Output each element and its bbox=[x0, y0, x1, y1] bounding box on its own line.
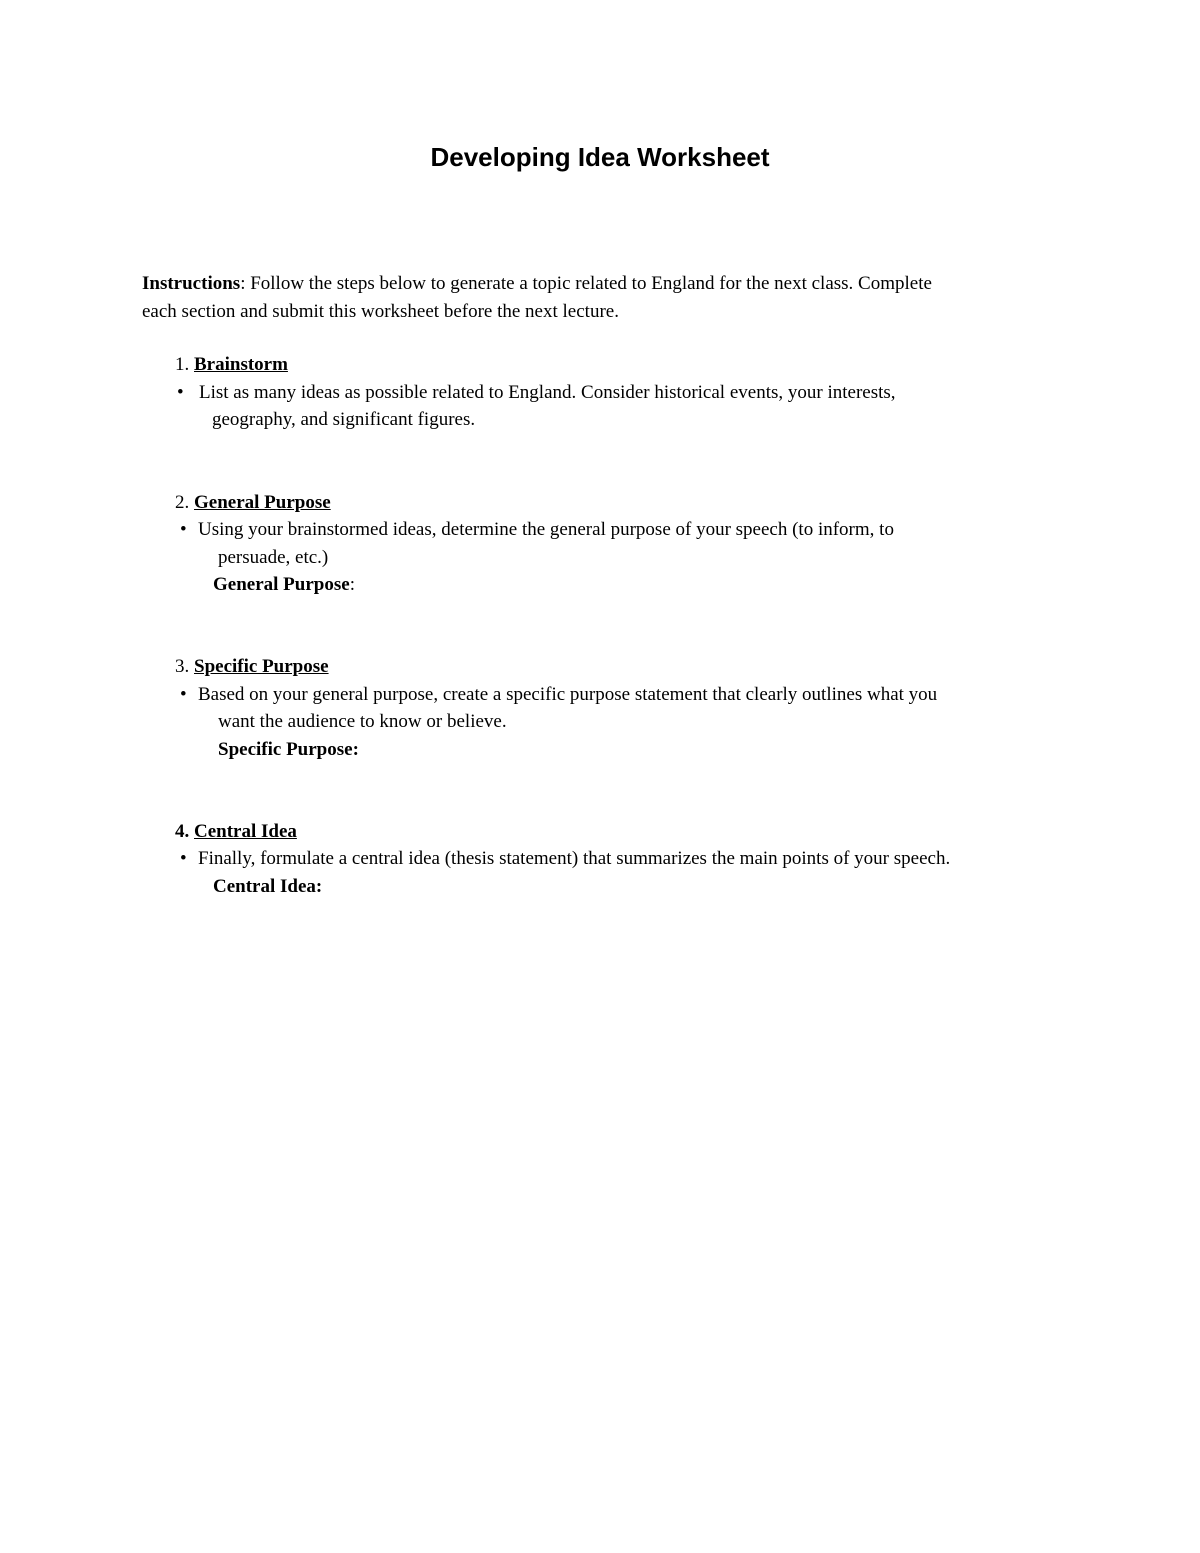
section-3-bullet-line1: Based on your general purpose, create a specific purpose statement that clearly outlines what you bbox=[198, 684, 938, 705]
section-4-number: 4. bbox=[175, 821, 194, 842]
section-1-number: 1. bbox=[175, 354, 194, 375]
section-3-title: Specific Purpose bbox=[194, 656, 329, 677]
section-1-bullet-line1: List as many ideas as possible related to England. Consider historical events, your interests, bbox=[199, 382, 896, 403]
section-1-bullet-line2: geography, and significant figures. bbox=[212, 409, 476, 430]
section-2-number: 2. bbox=[175, 492, 194, 513]
bullet-icon: • bbox=[180, 684, 187, 705]
section-4-title: Central Idea bbox=[194, 821, 297, 842]
section-3-number: 3. bbox=[175, 656, 194, 677]
instructions-text-line2: each section and submit this worksheet before the next lecture. bbox=[142, 301, 619, 322]
general-purpose-answer bbox=[213, 571, 355, 598]
section-1-title: Brainstorm bbox=[194, 354, 288, 375]
section-3-bullet bbox=[180, 681, 937, 708]
general-purpose-label: General Purpose bbox=[213, 574, 350, 595]
instructions-text-line1: : Follow the steps below to generate a topic related to England for the next class. Complete bbox=[240, 273, 932, 294]
section-2-bullet-line1: Using your brainstormed ideas, determine the general purpose of your speech (to inform, to bbox=[198, 519, 894, 540]
section-1-heading bbox=[175, 351, 288, 378]
section-3-heading bbox=[175, 653, 329, 680]
section-4-heading bbox=[175, 818, 297, 845]
bullet-icon: • bbox=[180, 848, 187, 869]
section-4-bullet bbox=[180, 845, 950, 872]
bullet-icon: • bbox=[180, 519, 187, 540]
section-1-bullet bbox=[177, 379, 896, 406]
bullet-icon: • bbox=[177, 382, 184, 403]
general-purpose-colon: : bbox=[349, 574, 355, 595]
central-idea-label: Central Idea: bbox=[213, 876, 323, 897]
section-4-bullet-line1: Finally, formulate a central idea (thesis statement) that summarizes the main points of your speech. bbox=[198, 848, 951, 869]
page-title: Developing Idea Worksheet bbox=[430, 142, 770, 172]
section-2-bullet-line2: persuade, etc.) bbox=[218, 547, 329, 568]
instructions-paragraph bbox=[142, 270, 932, 326]
section-2-bullet bbox=[180, 516, 894, 543]
instructions-label: Instructions bbox=[142, 273, 241, 294]
section-3-bullet-line2: want the audience to know or believe. bbox=[218, 711, 507, 732]
specific-purpose-label: Specific Purpose: bbox=[218, 739, 359, 760]
section-2-title: General Purpose bbox=[194, 492, 331, 513]
section-2-heading bbox=[175, 489, 331, 516]
